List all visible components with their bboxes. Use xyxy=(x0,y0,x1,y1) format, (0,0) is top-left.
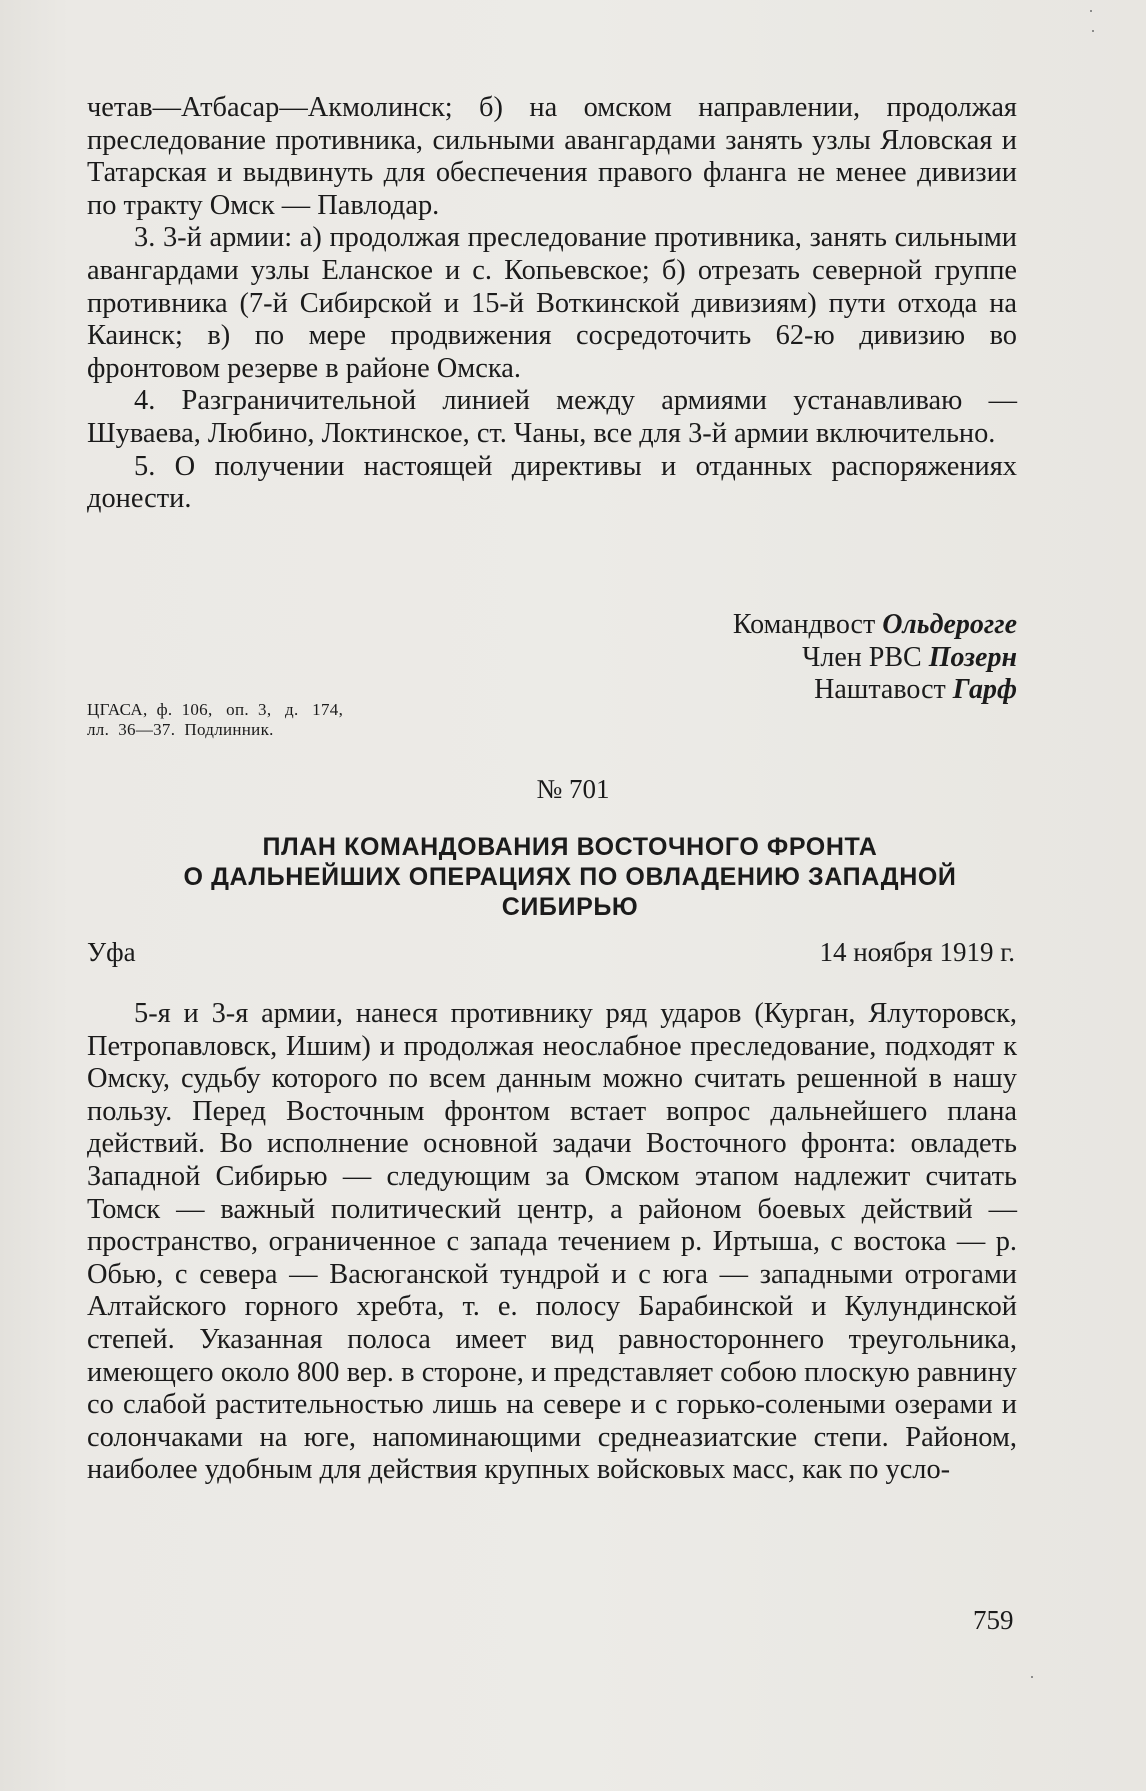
continuation-text xyxy=(87,92,1017,516)
source-line-1: ЦГАСА, ф. 106, оп. 3, д. 174, xyxy=(87,700,344,719)
page-number: 759 xyxy=(973,1605,1014,1635)
body-paragraph: 5-я и 3-я армии, нанеся противнику ряд ударов (Курган, Ялуторовск, Петропавловск, Ишим) и продолжая неослабное преследование, подходят к Омску, судьбу которого по всем данным можно считать решенной в нашу пользу. Перед Восточным фронтом встает вопрос дальнейшего плана действий. Во исполнение основной задачи Восточного фронта: овладеть Западной Сибирью — следующим за Омском этапом надлежит считать Томск — важный политический центр, а районом боевых действий — пространство, ограниченное с запада течением р. Иртыша, с востока — р. Обью, с севера — Васюганской тундрой и с юга — западными отрогами Алтайского горного хребта, т. е. полосу Барабинской и Кулундинской степей. Указанная полоса имеет вид равностороннего треугольника, имеющего около 800 вер. в стороне, и представляет собою плоскую равнину со слабой растительностью лишь на севере и с горько-солеными озерами и солончаками на юге, напоминающими среднеазиатские степи. Районом, наиболее удобным для действия крупных войсковых масс, как по усло- xyxy=(87,998,1017,1486)
signature-line xyxy=(733,609,1017,642)
source-line-2: лл. 36—37. Подлинник. xyxy=(87,720,274,739)
title-line-2: О ДАЛЬНЕЙШИХ ОПЕРАЦИЯХ ПО ОВЛАДЕНИЮ ЗАПАДНОЙ xyxy=(183,863,957,891)
document-body xyxy=(87,998,1017,1487)
document-title xyxy=(170,832,970,922)
signature-role: Наштавост xyxy=(814,674,946,705)
signature-name: Гарф xyxy=(952,674,1017,705)
paragraph-2: 3. 3-й армии: а) продолжая преследование противника, занять сильными авангардами узлы Еланское и с. Копьевское; б) отрезать северной группе противника (7-й Сибирской и 15-й Воткинской дивизиям) пути отхода на Каинск; в) по мере продвижения сосредоточить 62-ю дивизию во фронтовом резерве в районе Омска. xyxy=(87,222,1017,384)
signature-name: Позерн xyxy=(928,641,1017,673)
paragraph-1: четав—Атбасар—Акмолинск; б) на омском направлении, продолжая преследование противника, сильными авангардами занять узлы Яловская и Татарская и выдвинуть для обеспечения правого фланга не менее дивизии по тракту Омск — Павлодар. xyxy=(87,92,1017,221)
signature-block xyxy=(733,609,1017,707)
document-number: № 701 xyxy=(536,774,610,804)
archive-source xyxy=(87,700,343,740)
signature-line xyxy=(733,642,1017,675)
scan-speck xyxy=(1090,10,1092,12)
title-line-1: ПЛАН КОМАНДОВАНИЯ ВОСТОЧНОГО ФРОНТА xyxy=(262,833,878,861)
paragraph-3: 4. Разграничительной линией между армиями устанавливаю — Шуваева, Любино, Локтинское, ст. Чаны, все для 3-й армии включительно. xyxy=(87,385,1017,449)
signature-name: Ольдерогге xyxy=(882,609,1017,640)
document-date: 14 ноября 1919 г. xyxy=(819,937,1015,967)
document-place: Уфа xyxy=(87,937,136,967)
scan-speck xyxy=(1092,30,1094,32)
signature-role: Член РВС xyxy=(802,641,922,673)
signature-line xyxy=(733,674,1017,707)
paragraph-4: 5. О получении настоящей директивы и отданных распоряжениях донести. xyxy=(87,450,1017,515)
title-line-3: СИБИРЬЮ xyxy=(501,893,639,921)
scan-speck xyxy=(1031,1676,1033,1678)
signature-role: Командвост xyxy=(732,609,876,640)
